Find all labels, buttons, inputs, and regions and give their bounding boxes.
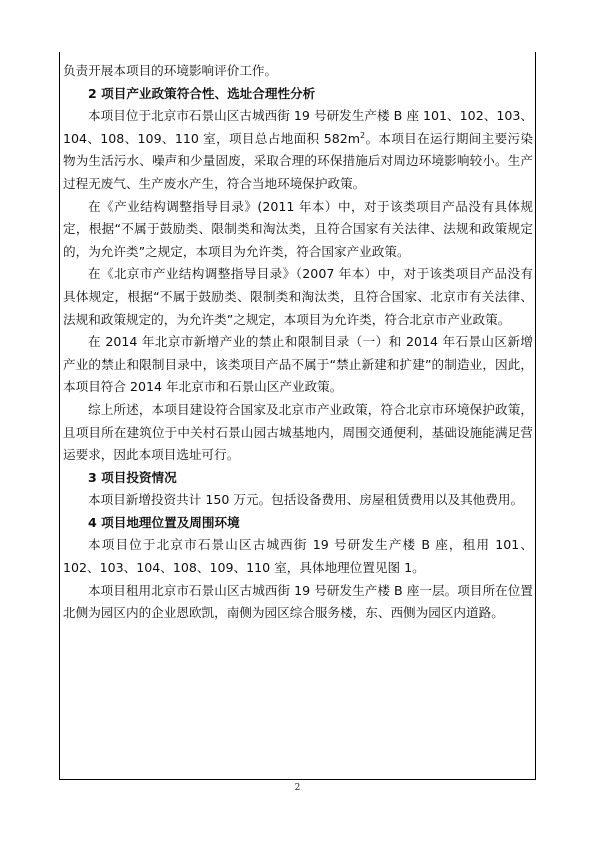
section-3-paragraph-1: 本项目新增投资共计 150 万元。包括设备费用、房屋租赁费用以及其他费用。 <box>88 492 524 508</box>
document-body <box>63 60 533 625</box>
section-2-heading: 2 项目产业政策符合性、选址合理性分析 <box>88 85 316 101</box>
section-2-paragraph-1 <box>63 105 533 195</box>
superscript-2: 2 <box>360 130 366 140</box>
page-number: 2 <box>294 783 301 793</box>
section-3-heading: 3 项目投资情况 <box>88 469 177 485</box>
section-2-paragraph-2: 在《产业结构调整指导目录》(2011 年本）中，对于该类项目产品没有具体规定，根据“不属于鼓励类、限制类和淘汰类，且符合国家有关法律、法规和政策规定的，为允许类”之规定，本项目为允许类，符合国家产业政策。 <box>63 198 533 259</box>
paragraph-text-continued: 。本项目在运行期间主要污染物为生活污水、噪声和少量固废，采取合理的环保措施后对周边环境影响较小。生产过程无废气、生产废水产生，符合当地环境保护政策。 <box>63 130 534 191</box>
section-2-paragraph-3: 在《北京市产业结构调整指导目录》（2007 年本）中，对于该类项目产品没有具体规定，根据“不属于鼓励类、限制类和淘汰类，且符合国家、北京市有关法律、法规和政策规定的，为允许类”之规定，本项目为允许类，符合北京市产业政策。 <box>63 266 533 327</box>
paragraph-text: 本项目位于北京市石景山区古城西街 19 号研发生产楼 B 座 101、102、103、104、108、109、110 室，项目总占地面积 582m <box>63 108 533 146</box>
section-2-paragraph-5: 综上所述，本项目建设符合国家及北京市产业政策，符合北京市环境保护政策，且项目所在建筑位于中关村石景山园古城基地内，周围交通便利，基础设施能满足营运要求，因此本项目选址可行。 <box>63 401 533 463</box>
section-4-heading: 4 项目地理位置及周围环境 <box>88 514 240 530</box>
section-4-paragraph-1: 本项目位于北京市石景山区古城西街 19 号研发生产楼 B 座，租用 101、102、103、104、108、109、110 室，具体地理位置见图 1。 <box>63 537 533 576</box>
intro-paragraph: 负责开展本项目的环境影响评价工作。 <box>63 63 278 78</box>
section-2-paragraph-4: 在 2014 年北京市新增产业的禁止和限制目录（一）和 2014 年石景山区新增产业的禁止和限制目录中，该类项目产品不属于“禁止新建和扩建”的制造业，因此，本项目符合 2014 年北京市和石景山区产业政策。 <box>63 334 533 395</box>
section-4-paragraph-2: 本项目租用北京市石景山区古城西街 19 号研发生产楼 B 座一层。项目所在位置北侧为园区内的企业恩欧凯，南侧为园区综合服务楼，东、西侧为园区内道路。 <box>63 582 533 621</box>
